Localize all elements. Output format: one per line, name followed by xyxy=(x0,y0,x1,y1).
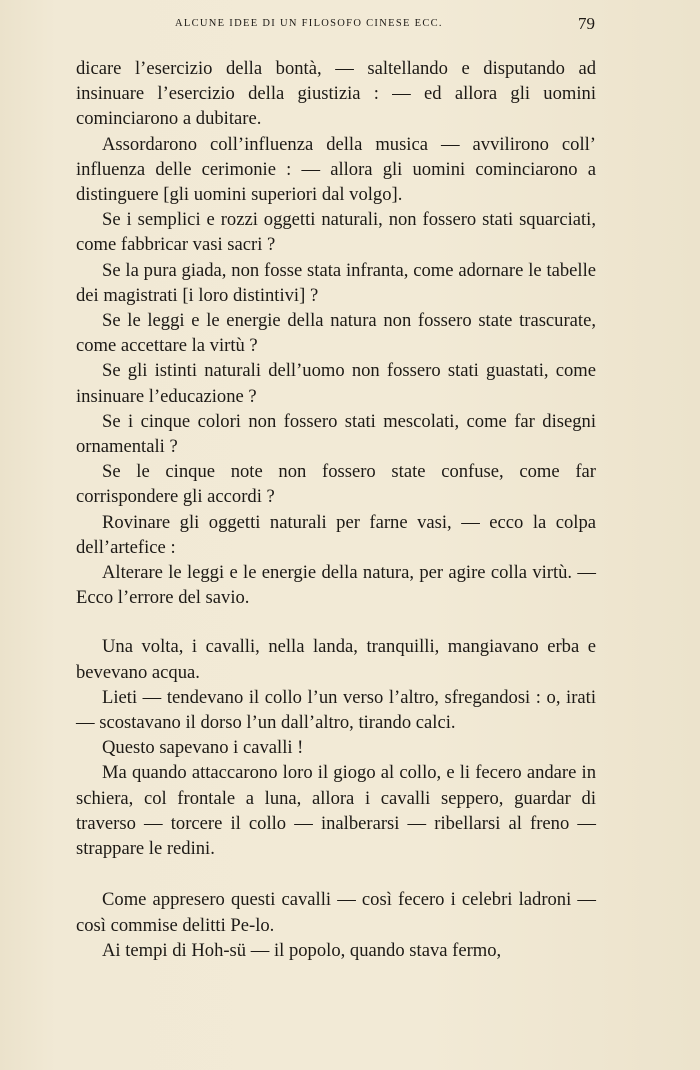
paragraph: Lieti — tendevano il collo l’un verso l’altro, sfregandosi : o, irati — scostavano il dorso l’un dall’altro, tirando calci. xyxy=(76,686,596,734)
paragraph: Ai tempi di Hoh-sü — il popolo, quando stava fermo, xyxy=(102,939,502,961)
paragraph: Assordarono coll’influenza della musica — avvilirono coll’ influenza delle cerimonie : — allora gli uomini cominciarono a distinguere [gli uomini superiori dal volgo]. xyxy=(76,133,596,206)
running-head: ALCUNE IDEE DI UN FILOSOFO CINESE ECC. xyxy=(175,18,443,29)
paragraph: Se le cinque note non fossero state confuse, come far corrispondere gli accordi ? xyxy=(76,461,596,508)
paragraph: Ma quando attaccarono loro il giogo al collo, e li fecero andare in schiera, col frontale a luna, allora i cavalli seppero, guardar di traverso — torcere il collo — inalberarsi — ribellarsi al freno — strappare le redini. xyxy=(76,762,596,860)
paragraph: Alterare le leggi e le energie della natura, per agire colla virtù. — Ecco l’errore del savio. xyxy=(76,562,596,609)
section-break xyxy=(76,861,596,887)
paragraph: Questo sapevano i cavalli ! xyxy=(102,737,304,759)
paragraph: Rovinare gli oggetti naturali per farne vasi, — ecco la colpa dell’artefice : xyxy=(76,511,596,558)
paragraph: Come appresero questi cavalli — così fecero i celebri ladroni — così commise delitti Pe-lo. xyxy=(76,889,596,936)
page-number: 79 xyxy=(578,14,595,33)
paragraph: dicare l’esercizio della bontà, — saltellando e disputando ad insinuare l’esercizio della giustizia : — ed allora gli uomini cominciarono a dubitare. xyxy=(76,58,596,130)
paragraph: Se gli istinti naturali dell’uomo non fossero stati guastati, come insinuare l’educazione ? xyxy=(76,360,596,407)
paragraph: Se i semplici e rozzi oggetti naturali, non fossero stati squarciati, come fabbricar vasi sacri ? xyxy=(76,209,596,256)
section-break xyxy=(76,610,596,634)
paragraph: Se i cinque colori non fossero stati mescolati, come far disegni ornamentali ? xyxy=(76,410,596,458)
paragraph: Una volta, i cavalli, nella landa, tranquilli, mangiavano erba e bevevano acqua. xyxy=(76,636,596,683)
paragraph: Se le leggi e le energie della natura non fossero state trascurate, come accettare la virtù ? xyxy=(76,310,596,357)
body-text xyxy=(76,56,596,963)
paragraph: Se la pura giada, non fosse stata infranta, come adornare le tabelle dei magistrati [i loro distintivi] ? xyxy=(76,259,596,306)
